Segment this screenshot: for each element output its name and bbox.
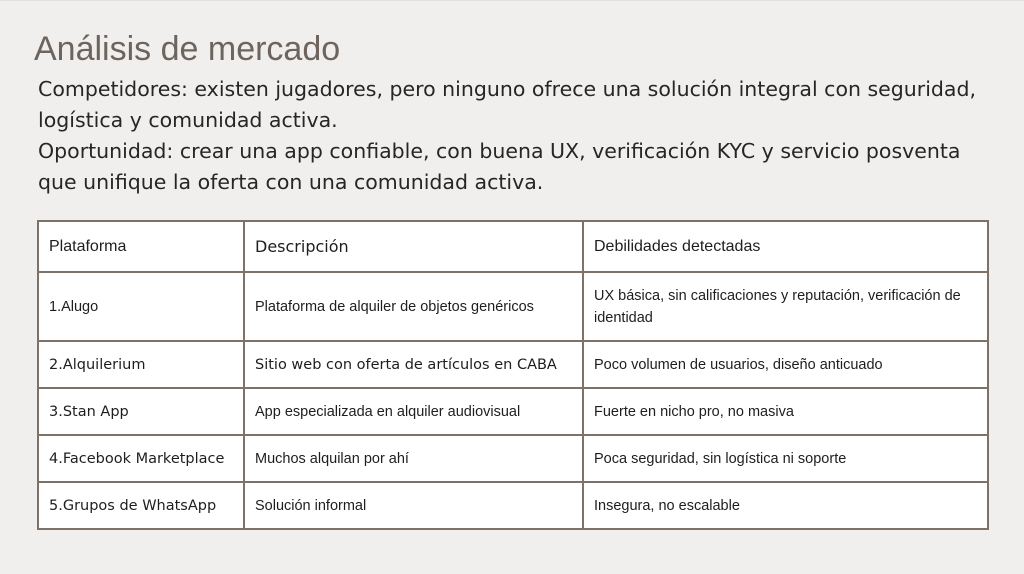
table-row <box>38 272 988 341</box>
weakness-cell: Insegura, no escalable <box>583 482 988 529</box>
description-cell: Solución informal <box>244 482 583 529</box>
competitors-paragraph: Competidores: existen jugadores, pero ninguno ofrece una solución integral con seguridad, logística y comunidad activa. <box>38 77 977 132</box>
platform-cell: 5.Grupos de WhatsApp <box>38 482 244 529</box>
table-header-row <box>38 221 988 272</box>
description-cell: App especializada en alquiler audiovisual <box>244 388 583 435</box>
platform-cell: 4.Facebook Marketplace <box>38 435 244 482</box>
table-row <box>38 388 988 435</box>
slide-title: Análisis de mercado <box>34 30 341 68</box>
header-weaknesses: Debilidades detectadas <box>583 221 988 272</box>
slide-body <box>38 74 998 198</box>
description-cell: Sitio web con oferta de artículos en CABA <box>244 341 583 388</box>
header-platform: Plataforma <box>38 221 244 272</box>
weakness-cell: Poca seguridad, sin logística ni soporte <box>583 435 988 482</box>
description-cell: Plataforma de alquiler de objetos genéricos <box>244 272 583 341</box>
table-row <box>38 435 988 482</box>
opportunity-paragraph: Oportunidad: crear una app confiable, con buena UX, verificación KYC y servicio posventa que unifique la oferta con una comunidad activa. <box>38 139 961 194</box>
table-row <box>38 482 988 529</box>
competitors-table <box>37 220 989 530</box>
header-description: Descripción <box>244 221 583 272</box>
platform-cell: 1.Alugo <box>38 272 244 341</box>
platform-cell: 2.Alquilerium <box>38 341 244 388</box>
weakness-cell: Fuerte en nicho pro, no masiva <box>583 388 988 435</box>
description-cell: Muchos alquilan por ahí <box>244 435 583 482</box>
weakness-cell: UX básica, sin calificaciones y reputación, verificación de identidad <box>583 272 988 341</box>
weakness-cell: Poco volumen de usuarios, diseño anticuado <box>583 341 988 388</box>
platform-cell: 3.Stan App <box>38 388 244 435</box>
table-row <box>38 341 988 388</box>
